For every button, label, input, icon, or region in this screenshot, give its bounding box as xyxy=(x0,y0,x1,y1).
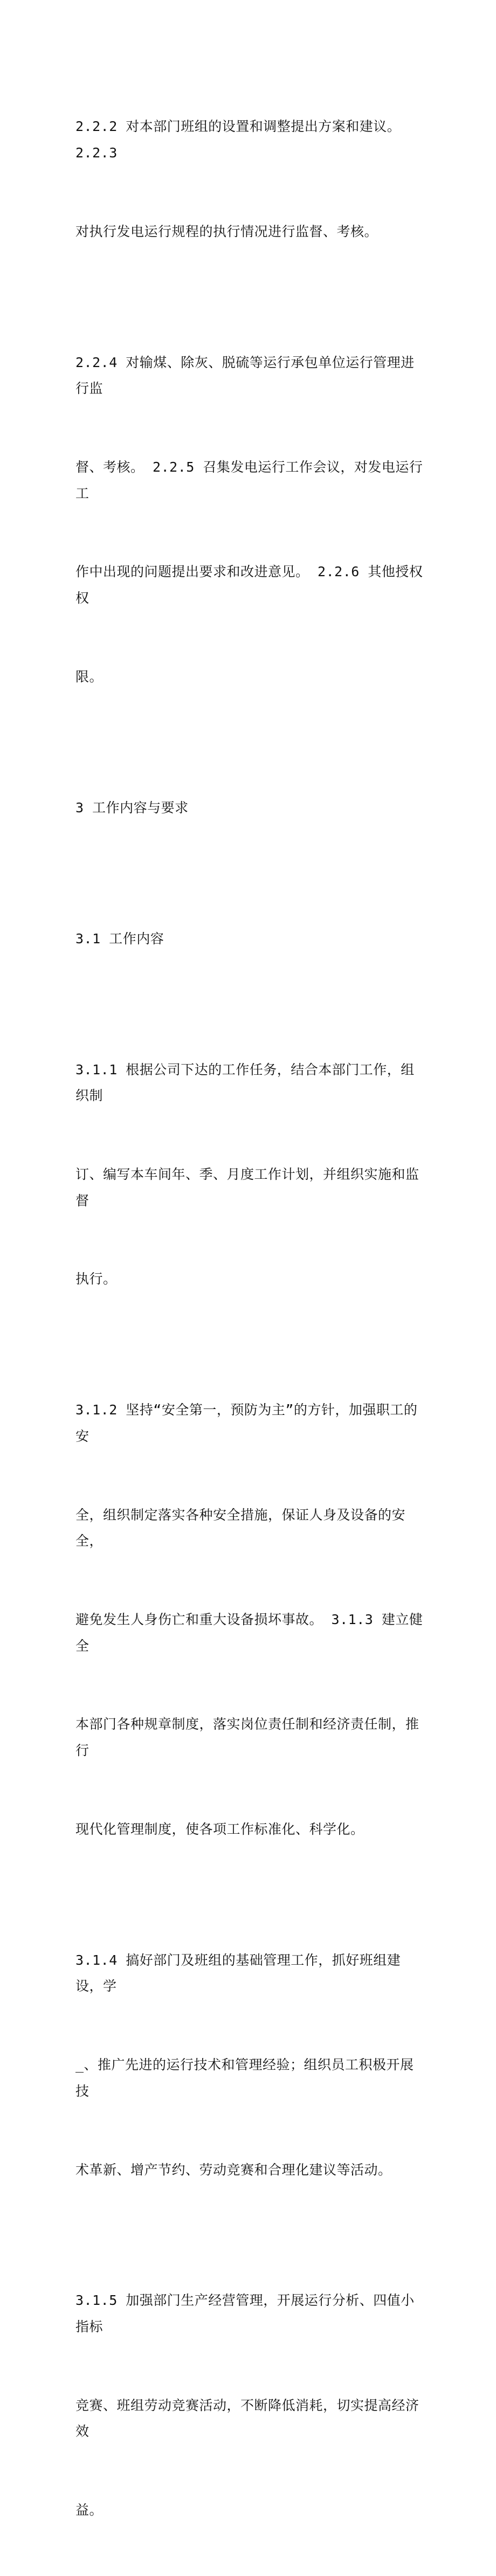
text-line: 3.1.5 加强部门生产经营管理，开展运行分析、四值小指标 xyxy=(75,2292,415,2335)
document-body xyxy=(75,61,426,2576)
text-line: 3.1 工作内容 xyxy=(75,930,164,947)
text-line: 作中出现的问题提出要求和改进意见。 2.2.6 其他授权权 xyxy=(75,564,423,606)
text-line: 3.1.1 根据公司下达的工作任务，结合本部门工作，组织制 xyxy=(75,1061,415,1104)
paragraph-2-2-4 xyxy=(75,297,426,742)
section-heading-3-1 xyxy=(75,873,426,1004)
text-line: 避免发生人身伤亡和重大设备损坏事故。 3.1.3 建立健全 xyxy=(75,1612,423,1654)
text-line: 本部门各种规章制度，落实岗位责任制和经济责任制，推行 xyxy=(75,1716,419,1758)
paragraph-3-1-4 xyxy=(75,1895,426,2236)
text-line: 执行。 xyxy=(75,1271,117,1287)
paragraph-3-1-5 xyxy=(75,2235,426,2576)
text-line: 对执行发电运行规程的执行情况进行监督、考核。 xyxy=(75,223,378,239)
text-line: 3.1.2 坚持“安全第一，预防为主”的方针，加强职工的安 xyxy=(75,1402,418,1444)
text-line: 2.2.2 对本部门班组的设置和调整提出方案和建议。 2.2.3 xyxy=(75,119,409,161)
paragraph-2-2-2 xyxy=(75,61,426,297)
text-line: _、推广先进的运行技术和管理经验；组织员工积极开展技 xyxy=(75,2057,414,2099)
paragraph-3-1-1 xyxy=(75,1004,426,1345)
text-line: 术革新、增产节约、劳动竞赛和合理化建议等活动。 xyxy=(75,2161,392,2178)
paragraph-3-1-2 xyxy=(75,1345,426,1895)
text-line: 订、编写本车间年、季、月度工作计划，并组织实施和监督 xyxy=(75,1166,419,1208)
text-line: 竞赛、班组劳动竞赛活动，不断降低消耗，切实提高经济效 xyxy=(75,2397,419,2440)
text-line: 2.2.4 对输煤、除灰、脱硫等运行承包单位运行管理进行监 xyxy=(75,354,415,397)
text-line: 现代化管理制度，使各项工作标准化、科学化。 xyxy=(75,1821,364,1837)
text-line: 全，组织制定落实各种安全措施，保证人身及设备的安全， xyxy=(75,1507,406,1549)
text-line: 限。 xyxy=(75,668,104,685)
text-line: 益。 xyxy=(75,2502,104,2518)
text-line: 3.1.4 搞好部门及班组的基础管理工作，抓好班组建设，学 xyxy=(75,1952,401,1994)
text-line: 督、考核。 2.2.5 召集发电运行工作会议，对发电运行工 xyxy=(75,459,423,501)
text-line: 3 工作内容与要求 xyxy=(75,799,189,816)
section-heading-3 xyxy=(75,742,426,873)
